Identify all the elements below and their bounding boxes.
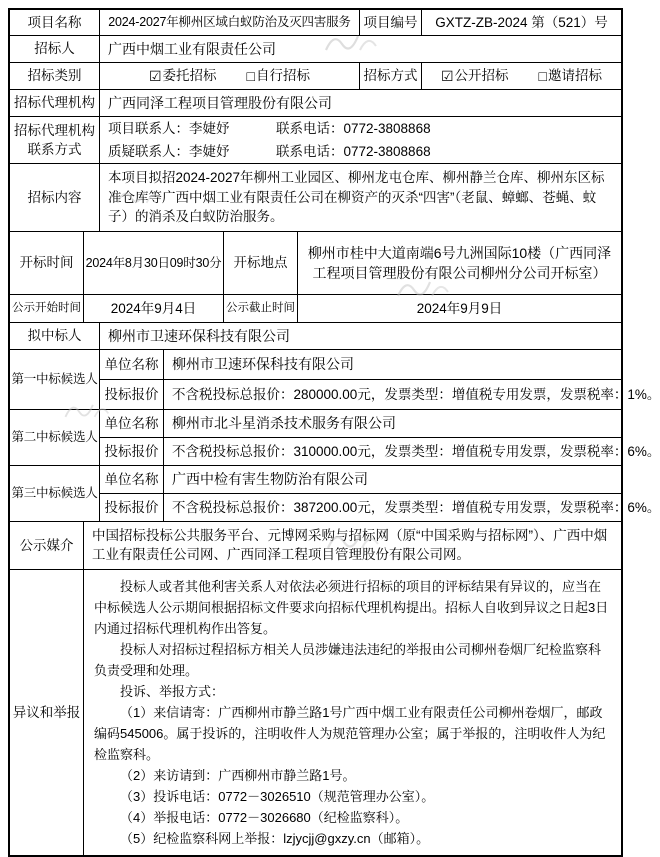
candidate-2-price-value: 不含税投标总报价：310000.00元，发票类型：增值税专用发票，发票税率：6%。 — [172, 443, 660, 459]
option-invited-tender — [539, 66, 602, 86]
agency-contact-label-line2: 联系方式 — [27, 142, 82, 158]
row-category-method — [10, 63, 621, 90]
media-label: 公示媒介 — [10, 522, 84, 569]
option-open-tender — [441, 66, 509, 86]
objection-paragraph: （2）来访请到：广西柳州市静兰路1号。 — [120, 767, 356, 783]
option-entrusted-tender-label: 委托招标 — [162, 68, 217, 84]
candidate-1-name-label: 单位名称 — [100, 350, 164, 379]
candidate-2-name-value: 柳州市北斗星消杀技术服务有限公司 — [172, 415, 396, 432]
candidate-3-name-label: 单位名称 — [100, 466, 164, 493]
tender-category-label: 招标类别 — [10, 63, 100, 89]
opening-place-value: 柳州市桂中大道南端6号九洲国际10楼（广西同泽工程项目管理股份有限公司柳州分公司开标室） — [307, 244, 612, 281]
project-name-label: 项目名称 — [10, 10, 100, 35]
tender-table — [8, 8, 660, 857]
option-self-tender — [247, 66, 310, 86]
query-contact-person: 质疑联系人：李婕妤 — [108, 143, 230, 159]
agency-contact-label-line1: 招标代理机构 — [14, 122, 95, 138]
tenderee-value: 广西中烟工业有限责任公司 — [108, 40, 276, 57]
row-content — [10, 164, 621, 232]
agency-label: 招标代理机构 — [10, 90, 100, 116]
query-contact-phone: 联系电话：0772-3808868 — [276, 143, 431, 159]
candidate-1-price-value: 不含税投标总报价：280000.00元，发票类型：增值税专用发票，发票税率：1%。 — [172, 386, 660, 402]
row-opening — [10, 232, 621, 295]
objection-value — [84, 570, 621, 855]
objection-paragraph: （4）举报电话：0772－3026680（纪检监察科）。 — [120, 809, 409, 825]
row-candidate-1 — [10, 350, 660, 410]
agency-contact-value — [100, 117, 621, 163]
objection-paragraph: （3）投诉电话：0772－3026510（规范管理办公室）。 — [120, 788, 435, 804]
project-no-value: GXTZ-ZB-2024 第（521）号 — [435, 14, 608, 30]
media-value: 中国招标投标公共服务平台、元博网采购与招标网（原“中国采购与招标网”）、广西中烟工业有限责任公司网、广西同泽工程项目管理股份有限公司网。 — [92, 527, 608, 563]
contact-line-project — [108, 119, 613, 139]
row-proposed-winner — [10, 323, 621, 350]
publicity-start-value: 2024年9月4日 — [84, 295, 224, 322]
tenderee-label: 招标人 — [10, 36, 100, 62]
proposed-winner-label: 拟中标人 — [10, 323, 100, 349]
candidate-1-label: 第一中标候选人 — [10, 350, 100, 409]
tender-method-label: 招标方式 — [360, 63, 422, 89]
opening-place-label: 开标地点 — [224, 232, 298, 294]
row-tenderee — [10, 36, 621, 63]
row-candidate-3 — [10, 466, 660, 522]
candidate-2-label: 第二中标候选人 — [10, 410, 100, 465]
contact-line-query — [108, 142, 613, 162]
publicity-end-value: 2024年9月9日 — [416, 300, 503, 316]
candidate-2-name-label: 单位名称 — [100, 410, 164, 437]
option-self-tender-label: 自行招标 — [256, 68, 311, 84]
option-invited-tender-label: 邀请招标 — [548, 68, 603, 84]
row-agency-contact — [10, 117, 621, 164]
row-project — [10, 10, 621, 36]
candidate-3-price-label: 投标报价 — [100, 494, 164, 521]
project-no-label: 项目编号 — [360, 10, 422, 35]
proposed-winner-value: 柳州市卫速环保科技有限公司 — [108, 327, 290, 344]
unchecked-checkbox-icon: □ — [538, 67, 548, 84]
unchecked-checkbox-icon: □ — [246, 67, 256, 84]
opening-time-value: 2024年8月30日09时30分 — [84, 232, 224, 294]
row-objection — [10, 570, 621, 855]
agency-contact-label — [10, 117, 100, 163]
checked-checkbox-icon: ☑ — [440, 67, 454, 84]
row-agency — [10, 90, 621, 117]
candidate-2-price-label: 投标报价 — [100, 438, 164, 465]
objection-paragraph: 投诉、举报方式： — [120, 683, 225, 699]
agency-value: 广西同泽工程项目管理股份有限公司 — [108, 94, 332, 111]
publicity-end-label: 公示截止时间 — [224, 295, 298, 322]
row-media — [10, 522, 621, 570]
tender-content-label: 招标内容 — [10, 164, 100, 231]
objection-paragraph: （5）纪检监察科网上举报：lzjycjj@gxzy.cn（邮箱）。 — [120, 830, 430, 846]
publicity-start-label: 公示开始时间 — [10, 295, 84, 322]
objection-paragraph: 投标人对招标过程招标方相关人员涉嫌违法违纪的举报由公司柳州卷烟厂纪检监察科负责受理和处理。 — [94, 641, 602, 678]
row-publicity — [10, 295, 621, 323]
option-open-tender-label: 公开招标 — [454, 68, 509, 84]
tender-content-value: 本项目拟招2024-2027年柳州工业园区、柳州龙屯仓库、柳州静兰仓库、柳州东区标准仓库等广西中烟工业有限责任公司在柳资产的灭杀“四害”（老鼠、蟑螂、苍蝇、蚊子）的消杀及白蚁防治服务。 — [108, 170, 605, 225]
tender-method-options — [422, 63, 621, 89]
objection-paragraph: 投标人或者其他利害关系人对依法必须进行招标的项目的评标结果有异议的，应当在中标候选人公示期间根据招标文件要求向招标代理机构提出。招标人自收到异议之日起3日内通过招标代理机构作出答复。 — [94, 578, 609, 636]
candidate-1-price-label: 投标报价 — [100, 380, 164, 409]
project-name-value: 2024-2027年柳州区域白蚁防治及灭四害服务 — [100, 10, 360, 35]
objection-label: 异议和举报 — [10, 570, 84, 855]
project-contact-person: 项目联系人：李婕妤 — [108, 121, 230, 136]
option-entrusted-tender — [149, 66, 217, 86]
opening-time-label: 开标时间 — [10, 232, 84, 294]
row-candidate-2 — [10, 410, 660, 466]
tender-category-options — [100, 63, 360, 89]
candidate-3-price-value: 不含税投标总报价：387200.00元，发票类型：增值税专用发票，发票税率：6%。 — [172, 499, 660, 515]
candidate-1-name-value: 柳州市卫速环保科技有限公司 — [172, 356, 354, 373]
checked-checkbox-icon: ☑ — [148, 67, 162, 84]
candidate-3-name-value: 广西中检有害生物防治有限公司 — [172, 471, 368, 488]
project-contact-phone: 联系电话：0772-3808868 — [276, 121, 431, 136]
objection-paragraph: （1）来信请寄：广西柳州市静兰路1号广西中烟工业有限责任公司柳州卷烟厂，邮政编码545006。属于投诉的，注明收件人为规范管理办公室；属于举报的，注明收件人为纪检监察科。 — [94, 704, 606, 762]
candidate-3-label: 第三中标候选人 — [10, 466, 100, 521]
